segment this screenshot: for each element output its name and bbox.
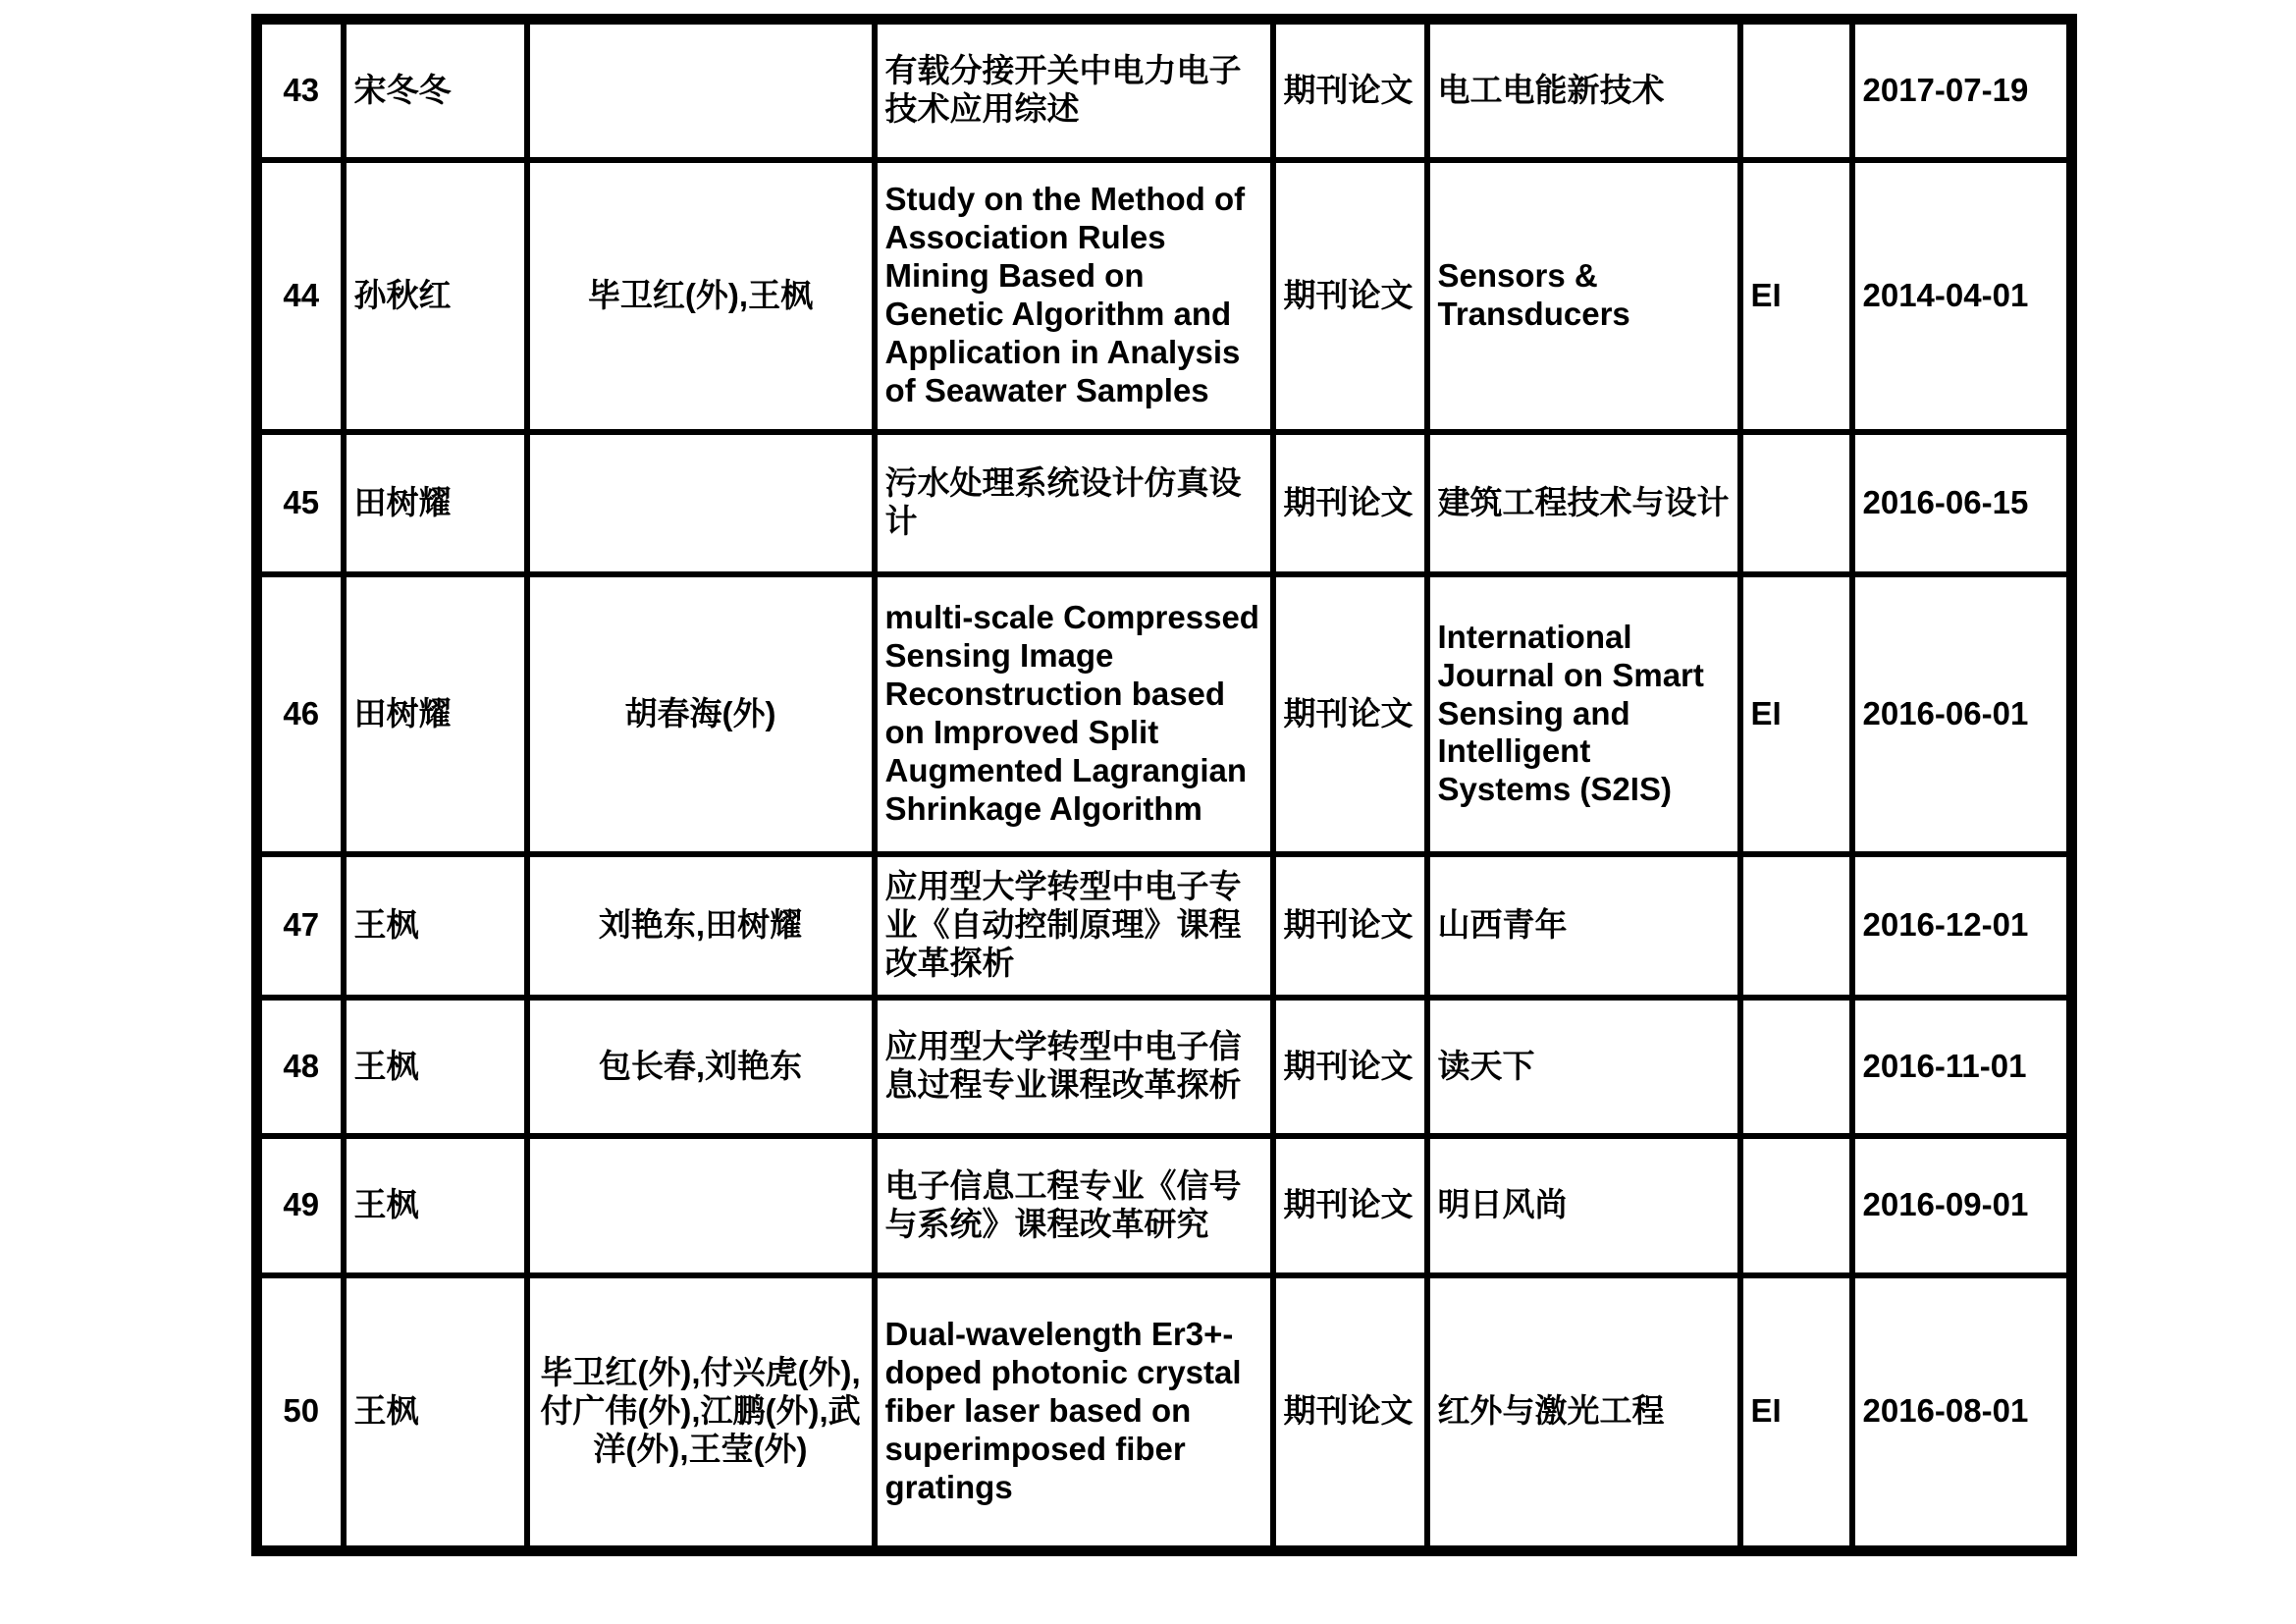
- table-row: [257, 432, 2072, 574]
- cell-co-authors: 包长春,刘艳东: [527, 998, 875, 1136]
- cell-co-authors: [527, 20, 875, 160]
- cell-co-authors: 刘艳东,田树耀: [527, 854, 875, 998]
- cell-date: 2016-12-01: [1852, 854, 2072, 998]
- cell-seq: 46: [257, 574, 344, 854]
- cell-seq: 49: [257, 1136, 344, 1275]
- cell-journal: 建筑工程技术与设计: [1427, 432, 1740, 574]
- table-row: [257, 1275, 2072, 1551]
- cell-title: Study on the Method of Association Rules Mining Based on Genetic Algorithm and Application in Analysis of Seawater Samples: [875, 160, 1273, 432]
- cell-co-authors: [527, 432, 875, 574]
- cell-title: 应用型大学转型中电子专业《自动控制原理》课程改革探析: [875, 854, 1273, 998]
- cell-co-authors: 毕卫红(外),王枫: [527, 160, 875, 432]
- table-row: [257, 854, 2072, 998]
- cell-seq: 45: [257, 432, 344, 574]
- cell-type: 期刊论文: [1273, 854, 1427, 998]
- table-row: [257, 998, 2072, 1136]
- cell-date: 2016-06-01: [1852, 574, 2072, 854]
- cell-first-author: 王枫: [344, 998, 527, 1136]
- cell-type: 期刊论文: [1273, 20, 1427, 160]
- cell-seq: 44: [257, 160, 344, 432]
- cell-title: 污水处理系统设计仿真设计: [875, 432, 1273, 574]
- cell-index: [1740, 1136, 1852, 1275]
- cell-index: EI: [1740, 1275, 1852, 1551]
- table-row: [257, 574, 2072, 854]
- cell-type: 期刊论文: [1273, 998, 1427, 1136]
- cell-seq: 50: [257, 1275, 344, 1551]
- cell-date: 2016-11-01: [1852, 998, 2072, 1136]
- table-row: [257, 1136, 2072, 1275]
- cell-first-author: 王枫: [344, 1275, 527, 1551]
- cell-journal: 山西青年: [1427, 854, 1740, 998]
- cell-date: 2016-09-01: [1852, 1136, 2072, 1275]
- cell-journal: 电工电能新技术: [1427, 20, 1740, 160]
- cell-type: 期刊论文: [1273, 574, 1427, 854]
- cell-seq: 43: [257, 20, 344, 160]
- cell-first-author: 王枫: [344, 1136, 527, 1275]
- cell-journal: International Journal on Smart Sensing and Intelligent Systems (S2IS): [1427, 574, 1740, 854]
- cell-journal: 红外与激光工程: [1427, 1275, 1740, 1551]
- cell-type: 期刊论文: [1273, 1275, 1427, 1551]
- cell-index: [1740, 432, 1852, 574]
- cell-title: 应用型大学转型中电子信息过程专业课程改革探析: [875, 998, 1273, 1136]
- cell-first-author: 田树耀: [344, 574, 527, 854]
- cell-index: [1740, 998, 1852, 1136]
- cell-first-author: 孙秋红: [344, 160, 527, 432]
- cell-date: 2017-07-19: [1852, 20, 2072, 160]
- cell-index: [1740, 20, 1852, 160]
- cell-index: [1740, 854, 1852, 998]
- cell-type: 期刊论文: [1273, 432, 1427, 574]
- cell-index: EI: [1740, 160, 1852, 432]
- cell-co-authors: 毕卫红(外),付兴虎(外),付广伟(外),江鹏(外),武洋(外),王莹(外): [527, 1275, 875, 1551]
- cell-title: 电子信息工程专业《信号与系统》课程改革研究: [875, 1136, 1273, 1275]
- cell-type: 期刊论文: [1273, 160, 1427, 432]
- table-row: [257, 20, 2072, 160]
- cell-date: 2016-06-15: [1852, 432, 2072, 574]
- cell-first-author: 田树耀: [344, 432, 527, 574]
- cell-co-authors: 胡春海(外): [527, 574, 875, 854]
- cell-index: EI: [1740, 574, 1852, 854]
- cell-journal: Sensors & Transducers: [1427, 160, 1740, 432]
- cell-journal: 明日风尚: [1427, 1136, 1740, 1275]
- cell-journal: 读天下: [1427, 998, 1740, 1136]
- cell-first-author: 宋冬冬: [344, 20, 527, 160]
- table-row: [257, 160, 2072, 432]
- cell-first-author: 王枫: [344, 854, 527, 998]
- cell-title: Dual-wavelength Er3+-doped photonic crystal fiber laser based on superimposed fiber gratings: [875, 1275, 1273, 1551]
- cell-date: 2014-04-01: [1852, 160, 2072, 432]
- cell-seq: 48: [257, 998, 344, 1136]
- cell-type: 期刊论文: [1273, 1136, 1427, 1275]
- cell-title: 有载分接开关中电力电子技术应用综述: [875, 20, 1273, 160]
- cell-co-authors: [527, 1136, 875, 1275]
- cell-date: 2016-08-01: [1852, 1275, 2072, 1551]
- cell-title: multi-scale Compressed Sensing Image Reconstruction based on Improved Split Augmented Lagrangian Shrinkage Algorithm: [875, 574, 1273, 854]
- publications-table: [251, 14, 2077, 1556]
- cell-seq: 47: [257, 854, 344, 998]
